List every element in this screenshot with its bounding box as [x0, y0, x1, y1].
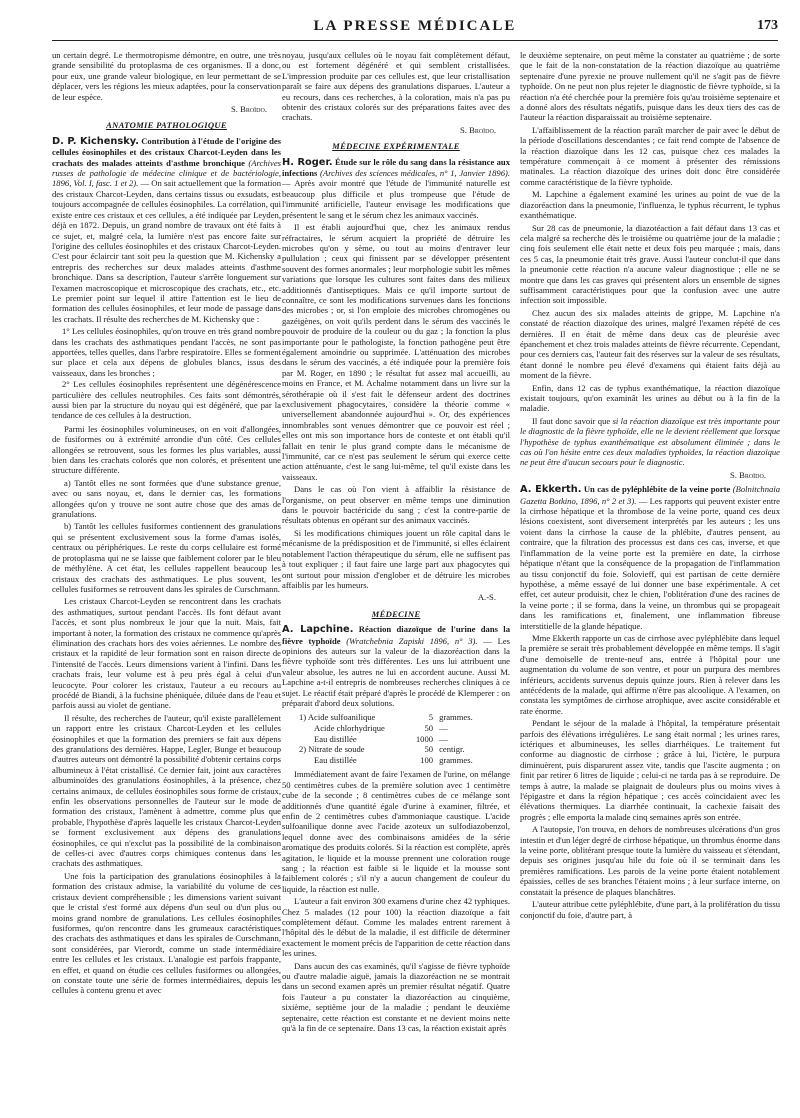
- paragraph: b) Tantôt les cellules fusiformes contiennent des granulations qui se présentent exclusivement sous la forme d'amas isolés, centraux ou périphériques. Le reste du corps cellulaire est formé de protoplasma qui ne se laisse que faiblement colorer par le bleu de méthylène. A cet état, les cellules rappellent beaucoup les cristaux des crachats des asthmatiques. Le plus souvent, les cellules fusiformes se retrouvent dans les spirales de Curschmann.: [52, 521, 281, 594]
- formula-unit: grammes.: [439, 712, 473, 723]
- signature: A.-S.: [477, 592, 496, 603]
- page-number: 173: [757, 18, 778, 33]
- numbered-list: [52, 326, 281, 421]
- paragraph: Mme Ekkerth rapporte un cas de cirrhose avec pyléphlébite dans lequel la première se serait très probablement développée en même temps. Il s'agit d'une demoiselle de trente-neuf ans, entrée à l'hôpital pour une augmentation du volume de son ventre, et pour un purpura des membres inférieurs, accidents survenus depuis quinze jours. Rien à relever dans les antécédents de la malade, qui affirme n'être pas alcoolique. A l'examen, on constata les symptômes de cirrhose atrophique, avec ascite considérable et rate énorme.: [520, 632, 780, 716]
- signature: S. Broïdo.: [730, 469, 766, 480]
- article-author: D. P. Kichensky.: [52, 135, 139, 147]
- formula-row: [296, 723, 476, 734]
- paragraph: Si les modifications chimiques jouent un rôle capital dans le mécanisme de la prédisposition et de l'immunité, si elles éclairent notablement l'action thérapeutique du sérum, elle ne suffisent pas à tout expliquer ; il faut faire une large part aux phagocytes qui ont surtout pour mission d'englober et de détruire les microbes affaiblis par les humeurs.: [282, 527, 510, 590]
- reagent-formula: [296, 712, 476, 765]
- journal-title: LA PRESSE MÉDICALE: [313, 18, 517, 34]
- formula-unit: grammes.: [439, 754, 473, 765]
- paragraph: le deuxième septenaire, on peut même la constater au quatrième ; de sorte que le fait de la non-constatation de la réaction diazoïque au quatrième septenaire d'une pyrexie ne prouve nullement qu'il ne s'agit pas de fièvre typhoïde. On ne peut non plus rejeter le diagnostic de fièvre typhoïde, si la réaction n'a été cherchée pour la première fois qu'au troisième septenaire et a donné alors des résultats négatifs, puisque dans les deux tiers des cas de l'auteur la réaction disparaissait au troisième septenaire.: [520, 50, 780, 123]
- article-source: (Archives russes de pathologie de médecine clinique et de bactériologie, 1896, Vol. I, fasc. 1 et 2).: [52, 157, 281, 189]
- list-item: 1° Les cellules éosinophiles, qu'on trouve en très grand nombre dans les crachats des asthmatiques pendant l'accès, ne sont pas apportées, telles quelles, dans l'arbre respiratoire. Elles se forment sur place et cela aux dépens de globules blancs, issus des vaisseaux, dans les bronches ;: [52, 326, 281, 378]
- article-title: Étude sur le rôle du sang dans la résistance aux infections: [282, 156, 510, 179]
- paragraph: Parmi les éosinophiles volumineuses, on en voit d'allongées, de fusiformes ou à extrémité arrondie d'un côté. Ces cellules allongées se retrouvent, sous les formes les plus variables, aussi bien dans les crachats colorés que non colorés, et présentent une structure différente.: [52, 423, 281, 476]
- paragraph: A l'autopsie, l'on trouva, en dehors de nombreuses ulcérations d'un gros intestin et d'un léger degré de cirrhose hépatique, un thrombus énorme dans la veine porte, oblitérant presque toute la lumière du vaisseau et s'étendant, depuis ses origines jusqu'au hile du foie où il se terminait dans les premières ramifications. Les parois de la veine porte étaient notablement épaissies, celles de ses branches l'étaient moins ; à leur surface interne, on constatait la présence de plaques blanchâtres.: [520, 824, 780, 897]
- article-title: Réaction diazoïque de l'urine dans la fièvre typhoïde: [282, 624, 510, 646]
- formula-label: 2) Nitrate de soude: [299, 744, 365, 755]
- paragraph: L'auteur a fait environ 300 examens d'urine chez 42 typhiques. Chez 5 malades (12 pour 100) la réaction diazoïque a fait complètement défaut. Comme les malades entrent rarement à l'hôpital dès le début de la maladie, il est difficile de déterminer exactement le moment précis de l'apparition de cette réaction dans les urines.: [282, 896, 510, 959]
- formula-label: 1) Acide sulfoanilique: [299, 712, 376, 723]
- column-right: [520, 50, 780, 1112]
- article-source: (Bolnitchnaïa Gazetta Botkino, 1896, n° 2 et 3).: [520, 484, 780, 506]
- column-left: [52, 50, 281, 1112]
- article-heading-lapchine: [282, 624, 510, 708]
- paragraph: Enfin, dans 12 cas de typhus exanthématique, la réaction diazoïque existait toujours, qu'on examinât les urines au début ou à la fin de la maladie.: [520, 382, 780, 414]
- formula-qty: 1000: [415, 733, 434, 744]
- article-lead: — Après avoir montré que l'étude de l'immunité naturelle est beaucoup plus difficile et plus trompeuse que l'étude de l'immunité artificielle, l'auteur envisage les modifications que présentent le sang et le sérum chez les animaux vaccinés.: [282, 178, 510, 220]
- formula-unit: —: [439, 722, 448, 733]
- conclusion-lead: Il faut donc savoir que: [532, 415, 611, 426]
- article-source: (Archives des sciences médicales, n° 1, Janvier 1896).: [320, 168, 510, 179]
- section-heading-anatomie: ANATOMIE PATHOLOGIQUE: [106, 120, 227, 131]
- article-author: A. Lapchine.: [282, 624, 354, 636]
- page-header: [52, 16, 778, 41]
- paragraph: Pendant le séjour de la malade à l'hôpital, la température présentait parfois des élévations irrégulières. Le sang était normal ; les urines rares, ictériques et albumineuses, les selles diarrhéiques. Le traitement fut conforme au diagnostic de cirrhose ; grâce à lui, l'ictère, le purpura diminuèrent, puis disparurent assez vite, tandis que l'ascite augmenta ; on finit par retirer 6 litres de liquide ; celui-ci ne tarda pas à se reproduire. De temps à autre, la malade se plaignait de douleurs plus ou moins vives à l'épigastre et dans la région hépatique ; ces accès coïncidaient avec les élévations thermiques. La diarrhée continuait, la cachexie faisait des progrès ; elle emporta la malade cinq semaines après son entrée.: [520, 718, 780, 822]
- paragraph: L'auteur attribue cette pyléphlébite, d'une part, à la prolifération du tissu conjonctif du foie, d'autre part, à: [520, 899, 780, 920]
- paragraph: L'affaiblissement de la réaction paraît marcher de pair avec le début de la période d'oscillations descendantes ; ce fait rend compte de l'absence de la réaction diazoïque dans les 12 cas, puisque chez ces malades la température commençait à ce moment à présenter des rémissions matinales. La réaction diazoïque des urines doit donc être considérée comme caractéristique de la fièvre typhoïde.: [520, 124, 780, 187]
- paragraph: a) Tantôt elles ne sont formées que d'une substance grenue, avec ou sans noyau, et, dans le dernier cas, les formations allongées qu'on y trouve ne sont autre chose que des amas de granulations.: [52, 477, 281, 520]
- continuation-paragraph: noyau, jusqu'aux cellules où le noyau fait complètement défaut, ou est fortement dégénéré et qui semblent cristallisées. L'impression produite par ces cellules est, que leur cristallisation paraît se faire aux dépens des granulations disparues. L'auteur a eu recours, dans ces recherches, à la coloration, mais n'a pas pu obtenir des cristaux colorés sur des préparations faites avec des crachats.: [282, 50, 510, 123]
- article-lead: — On sait actuellement que la formation des cristaux Charcot-Leyden, dans certains tissus ou exsudats, est toujours accompagnée de cellules éosinophiles. La corrélation, qui existe entre ces cristaux et ces cellules, a été indiquée par Leyden, déjà en 1872. Depuis, un grand nombre de travaux ont été faits à ce sujet, et, malgré cela, la lumière n'est pas encore faite sur l'origine des cellules éosinophiles et des cristaux Charcot-Leyden. C'est pour éclaircir tant soit peu la question que M. Kichensky a entrepris des recherches sur deux malades atteints d'asthme bronchique. Dans sa description, l'auteur s'arrête longuement sur l'examen macroscopique et microscopique des crachats, etc., etc. Le premier point sur lequel il attire l'attention est le lieu de formation des cellules éosinophiles, et leur mode de passage dans les crachats. Il résulte des recherches de M. Kichensky que :: [52, 178, 281, 324]
- formula-row: [296, 734, 476, 745]
- paragraph: Chez aucun des six malades atteints de grippe, M. Lapchine n'a constaté de réaction diazoïque des urines, malgré l'examen répété de ces dernières. Il en était de même dans deux cas de pleurésie avec épanchement et chez trois malades atteints de fièvre récurrente. Cependant, pour ces derniers cas, l'auteur fait des réserves sur la valeur de ses résultats, étant donné le nombre peu élevé d'examens qui étaient faits déjà au moment de la fièvre.: [520, 307, 780, 381]
- paragraph: Immédiatement avant de faire l'examen de l'urine, on mélange 50 centimètres cubes de la première solution avec 1 centimètre cube de la seconde ; 8 centimètres cubes de ce mélange sont additionnés d'une quantité égale d'urine à examiner, filtrée, et enfin de 2 centimètres cubes d'ammoniaque caustique. L'acide sulfoanilique donne avec l'acide azoteux un sulfodiazobenzol, lequel donne avec des combinaisons amidées de la série aromatique des produits colorés. Si la réaction est complète, après agitation, le liquide et la mousse prennent une coloration rouge sang ; la réaction est faible si le liquide et la mousse sont faiblement colorés ; s'il n'y a aucun changement de couleur du liquide, la réaction est nulle.: [282, 769, 510, 894]
- article-source: (Wratchebnia Zapiski 1896, n° 3).: [346, 635, 478, 646]
- article-author: H. Roger.: [282, 156, 333, 168]
- section-heading-medecine-experimentale: MÉDECINE EXPÉRIMENTALE: [332, 141, 460, 152]
- article-lead: — Les rapports qui peuvent exister entre la cirrhose hépatique et la thrombose de la veine porte, quand ces deux lésions coexistent, sont diversement interprétés par les auteurs ; les uns voient dans la cirrhose la cause de la phlébite, d'autres pensent, au contraire, que la filtration des processus est dans ces cas, inverse, et que l'inflammation de la veine porte est la première en date, la cirrhose hépatique n'étant que la conséquence de la propagation de l'inflammation au tissu conjonctif du foie. Solovieff, qui est partisan de cette dernière hypothèse, a même essayé de lui donner une base expérimentale. A cet effet, cet auteur produisit, chez le chien, l'oblitération d'une des racines de la veine porte ; il se forma, dans la veine, un thrombus qui se propageait dans les ramifications et, finalement, une inflammation fibreuse interstitielle de la glande hépatique.: [520, 495, 780, 631]
- intro-paragraph: un certain degré. Le thermotropisme démontre, en outre, une très grande sensibilité du protoplasma de ces organismes. Il a donc, pour eux, une grande valeur biologique, en leur permettant de se déplacer, vers les régions les mieux adaptées, pour la conservation de leur espèce.: [52, 50, 281, 102]
- paragraph: Dans aucun des cas examinés, qu'il s'agisse de fièvre typhoïde ou d'autre maladie aiguë, jamais la diazoréaction ne se montrait dans un second examen après un premier résultat négatif. Quatre fois l'auteur a pu constater la diazoréaction au cinquième, sixième, septième jour de la maladie ; pendant le deuxième septenaire, cette réaction est constante et ne devient moins nette qu'à la fin de ce septenaire. Dans 13 cas, la réaction existait après: [282, 960, 510, 1034]
- paragraph: Les cristaux Charcot-Leyden se rencontrent dans les crachats des asthmatiques, surtout pendant l'accès. Ils font défaut avant l'accès, et sont plus nombreux le jour que la nuit. Mais, fait important à noter, la formation des cristaux ne commence qu'après élimination des crachats hors des voies aériennes. Le nombre des cristaux et la rapidité de leur formation sont en raison directe de l'intensité de l'accès. Leurs dimensions varient à l'infini. Dans les crachats frais, leur volume est à peu près égal à celui d'un leucocyte. Pour colorer les cristaux, l'auteur a eu recours au procédé de Biandi, à la fuchsine phéniquée, diluée dans de l'eau et parfois aussi au violet de gentiane.: [52, 596, 281, 711]
- formula-row: [296, 755, 476, 766]
- article-lead: — Les opinions des auteurs sur la valeur de la diazoréaction dans la fièvre typhoïde sont très différentes. Les uns lui attribuent une valeur absolue, les autres ne lui en accordent aucune. Aussi M. Lapchine a-t-il entrepris de nombreuses recherches cliniques à ce sujet. Le réactif était préparé d'après le procédé de Klemperer : on préparait d'abord deux solutions.: [282, 635, 510, 708]
- formula-unit: centigr.: [439, 744, 465, 755]
- article-heading-ekkerth: [520, 484, 780, 631]
- article-title: Un cas de pyléphlébite de la veine porte: [583, 484, 731, 495]
- formula-row: [296, 712, 476, 723]
- conclusion-paragraph: [520, 416, 780, 468]
- formula-qty: 5: [428, 712, 434, 723]
- article-heading-kichensky: [52, 136, 281, 324]
- paragraph: Il est établi aujourd'hui que, chez les animaux rendus réfractaires, le sérum acquiert la propriété de détruire les microbes qu'on y sème, ou tout au moins d'entraver leur pullulation ; ceux qui finissent par se développer présentent souvent des formes anormales ; leur morphologie subit les mêmes variations que lorsque les cultures sont faites dans des milieux additionnés d'antiseptiques. Mais ce qu'il importe surtout de connaître, ce sont les modifications survenues dans les fonctions des microbes ; or, si l'on emploie des microbes chromogènes ou gazéigènes, on voit qu'ils perdent dans le sérum des vaccinés le pouvoir de produire de la couleur ou du gaz ; la fonction la plus importante pour le pathologiste, la fonction pathogène peut être également amoindrie ou supprimée. L'atténuation des microbes dans le sérum des vaccinés, a été indiquée pour la première fois par M. Roger, en 1890 ; le résultat fut assez mal accueilli, au moins en France, et M. Achalme notamment dans un livre sur la sérothérapie où il s'est fait le défenseur ardent des doctrines exclusivement phagocytaires, considère la théorie comme « universellement abandonnée aujourd'hui ». Or, des expériences innombrables sont venues démontrer que ce pouvoir est réel ; elles ont mis son importance hors de conteste et ont établi qu'il fallait en tenir le plus grand compte dans le mécanisme de l'immunité, car ce n'est pas seulement le sérum qui exerce cette action atténuante, c'est le sang lui-même, tel qu'il existe dans les vaisseaux.: [282, 222, 510, 482]
- column-middle: [282, 50, 510, 1112]
- article-heading-roger: [282, 157, 510, 220]
- paragraph: Il résulte, des recherches de l'auteur, qu'il existe parallèlement un rapport entre les cristaux Charcot-Leyden et les cellules éosinophiles et que la formation des premiers se fait aux dépens des granulations des dernières. Happe, Legler, Bunge et beaucoup d'autres auteurs ont démontré la possibilité d'obtenir certains corps albumineux à l'état cristallisé. Ce dernier fait, joint aux caractères albuminoïdes des granulations éosinophiles, à la présence, chez certains animaux, de cellules éosinophiles sous forme de cristaux, enfin les observations personnelles de l'auteur sur le mode de formation des cristaux, l'amènent à admettre, comme plus que probable, l'hypothèse d'après laquelle les cristaux Charcot-Leyden se forment exclusivement aux dépens des granulations éosinophiles, ce qui n'exclut pas la possibilité de la combinaison de celles-ci avec d'autres corps chimiques contenus dans les crachats des asthmatiques.: [52, 712, 281, 869]
- signature: S. Broïdo.: [460, 124, 496, 135]
- formula-qty: 100: [420, 754, 434, 765]
- paragraph: Une fois la participation des granulations éosinophiles à la formation des cristaux admise, la variabilité du volume de ces cristaux devient compréhensible ; les dimensions varient suivant que le cristal s'est formé aux dépens d'un seul ou d'un plus ou moins grand nombre de granulations. Les cellules éosinophiles fusiformes, qu'on rencontre dans les grumeaux caractéristiques des crachats des asthmatiques et dans les spirales de Curschmann, sont considérées, par Vierordt, comme un stade intermédiaire entre les cellules et les cristaux. L'analogie est parfois frappante, en effet, et quand on étudie ces cellules fusiformes ou allongées, on constate toute une série de formes intermédiaires, depuis les cellules à contenu grenu et avec: [52, 870, 281, 996]
- section-heading-medecine: MÉDECINE: [371, 608, 421, 619]
- list-item: 2° Les cellules éosinophiles représentent une dégénérescence particulière des cellules neutrophiles. Ces faits sont démontrés, aussi bien par la structure du noyau qui est dégénéré, que par la tendance de ces cellules à la destruction.: [52, 379, 281, 421]
- formula-qty: 50: [424, 744, 434, 755]
- formula-label: Acide chlorhydrique: [314, 722, 385, 733]
- paragraph: Dans le cas où l'on vient à affaiblir la résistance de l'organisme, on peut observer en même temps une diminution dans le pouvoir bactéricide du sang ; c'est la contre-partie de résultats obtenus en opérant sur des animaux vaccinés.: [282, 484, 510, 526]
- formula-label: Eau distillée: [314, 754, 357, 765]
- signature: S. Broïdo.: [231, 104, 267, 115]
- paragraph: M. Lapchine a également examiné les urines au point de vue de la diazoréaction dans la pneumonie, l'influenza, le typhus récurrent, le typhus exanthématique.: [520, 189, 780, 221]
- conclusion-italic: si la réaction diazoïque est très importante pour le diagnostic de la fièvre typhoïde, elle ne le devient réellement que lorsque l'hypothèse de typhus exanthématique est absolument éliminée ; dans le cas où l'on hésite entre ces deux maladies typhoïdes, la réaction diazoïque ne peut être d'aucun secours pour le diagnostic.: [520, 415, 780, 468]
- formula-unit: —: [439, 733, 448, 744]
- formula-row: [296, 744, 476, 755]
- article-title: Contribution à l'étude de l'origine des cellules éosinophiles et des cristaux Charcot-Leyden dans les crachats des malades atteints d'asthme bronchique: [52, 135, 281, 168]
- formula-label: Eau distillée: [314, 733, 357, 744]
- article-author: A. Ekkerth.: [520, 484, 582, 496]
- paragraph: Sur 28 cas de pneumonie, la diazotéaction a fait défaut dans 13 cas et cela malgré sa recherche dès le troisième ou quatrième jour de la maladie ; cinq fois seulement elle était nette et deux fois peu marquée ; mais, dans ces 5 cas, la pneumonie était très grave. Aussi l'auteur conclut-il que dans la pneumonie cette réaction n'a aucune valeur diagnostique ; elle ne se montre que dans les cas graves qui présentent alors un ensemble de signes suffisamment caractéristiques pour que la confusion avec une autre infection soit impossible.: [520, 222, 780, 306]
- formula-qty: 50: [424, 722, 434, 733]
